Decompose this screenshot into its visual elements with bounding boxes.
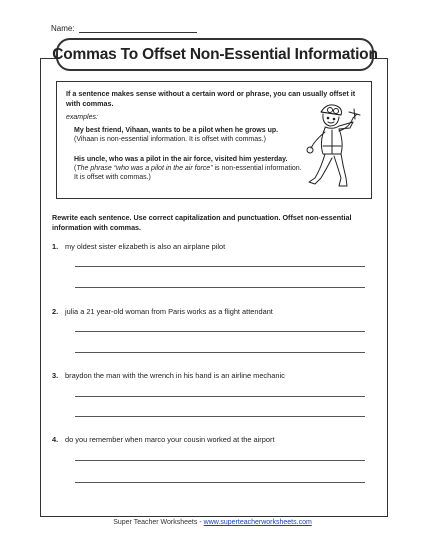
answer-line-4b[interactable] xyxy=(75,482,365,483)
title-banner xyxy=(52,38,378,71)
info-box xyxy=(56,81,372,199)
example-2-note-rest: is non-essential information. It is offset with commas.) xyxy=(74,165,302,181)
answer-line-1b[interactable] xyxy=(75,287,365,288)
question-text: my oldest sister elizabeth is also an airplane pilot xyxy=(65,242,226,251)
question-3 xyxy=(52,371,285,380)
example-1-sentence: My best friend, Vihaan, wants to be a pilot when he grows up. xyxy=(74,127,279,134)
pilot-illustration xyxy=(303,98,361,190)
name-line[interactable] xyxy=(79,23,197,33)
instructions: Rewrite each sentence. Use correct capitalization and punctuation. Offset non-essential information with commas. xyxy=(52,213,352,232)
footer-separator: - xyxy=(199,519,202,526)
examples-label: examples: xyxy=(66,114,98,121)
question-number: 1. xyxy=(52,242,59,251)
question-text: do you remember when marco your cousin worked at the airport xyxy=(65,435,275,444)
footer-link[interactable]: www.superteacherworksheets.com xyxy=(203,519,312,526)
question-text: julia a 21 year-old woman from Paris works as a flight attendant xyxy=(65,307,273,316)
example-2-note-open: ( xyxy=(74,165,77,172)
example-1 xyxy=(74,126,304,144)
question-number: 3. xyxy=(52,371,59,380)
answer-line-2a[interactable] xyxy=(75,331,365,332)
footer xyxy=(0,519,425,526)
page-title: Commas To Offset Non-Essential Information xyxy=(52,45,378,63)
example-2-note-italic: The phrase “who was a pilot in the air force” xyxy=(76,165,213,172)
footer-brand: Super Teacher Worksheets xyxy=(113,519,198,526)
answer-line-3b[interactable] xyxy=(75,416,365,417)
example-2-sentence: His uncle, who was a pilot in the air force, visited him yesterday. xyxy=(74,156,288,163)
name-field xyxy=(51,23,197,33)
example-2-note xyxy=(74,164,304,182)
question-1 xyxy=(52,242,225,251)
answer-line-3a[interactable] xyxy=(75,396,365,397)
answer-line-2b[interactable] xyxy=(75,352,365,353)
example-2 xyxy=(74,155,304,182)
question-2 xyxy=(52,307,273,316)
question-number: 2. xyxy=(52,307,59,316)
question-4 xyxy=(52,435,275,444)
name-label: Name: xyxy=(51,24,75,33)
intro-text: If a sentence makes sense without a certain word or phrase, you can usually offset it with commas. xyxy=(66,89,356,108)
answer-line-1a[interactable] xyxy=(75,266,365,267)
question-number: 4. xyxy=(52,435,59,444)
question-text: braydon the man with the wrench in his hand is an airline mechanic xyxy=(65,371,285,380)
answer-line-4a[interactable] xyxy=(75,460,365,461)
example-1-note: (Vihaan is non-essential information. It is offset with commas.) xyxy=(74,136,266,143)
